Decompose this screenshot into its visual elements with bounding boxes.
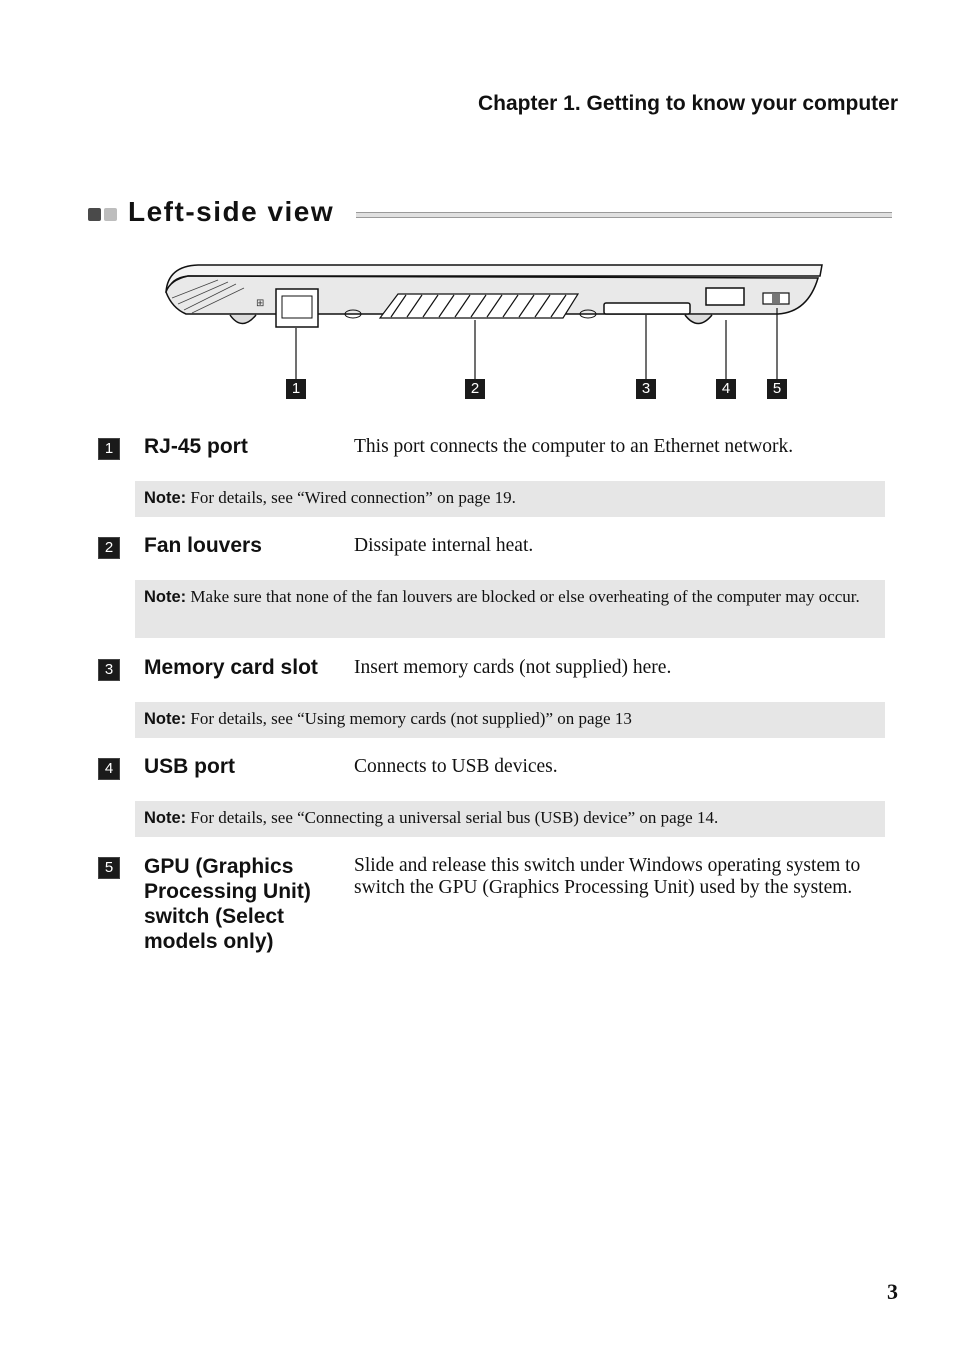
title-rule: [356, 212, 892, 218]
item-name: RJ-45 port: [144, 435, 248, 458]
page-number: 3: [887, 1279, 898, 1304]
chapter-header: Chapter 1. Getting to know your computer: [477, 92, 898, 115]
note-text: Make sure that none of the fan louvers are blocked or else overheating of the computer may occur.: [190, 587, 860, 606]
item-number: 2: [98, 537, 120, 559]
section-title-row: [88, 196, 892, 232]
item-description: Slide and release this switch under Windows operating system to switch the GPU (Graphics Processing Unit) used by the system.: [354, 855, 861, 898]
note-text: For details, see “Using memory cards (not supplied)” on page 13: [190, 709, 632, 728]
item-description: Insert memory cards (not supplied) here.: [354, 657, 672, 678]
note-text: For details, see “Wired connection” on page 19.: [190, 488, 516, 507]
note-label: Note:: [144, 588, 187, 606]
note-label: Note:: [144, 809, 187, 827]
item-description: Connects to USB devices.: [354, 756, 558, 777]
item-name: Fan louvers: [144, 534, 262, 557]
item-name: GPU (Graphics Processing Unit) switch (Select models only): [144, 855, 311, 953]
title-squares-icon: [88, 208, 120, 226]
note-label: Note:: [144, 489, 187, 507]
note-box: [135, 801, 885, 837]
note-text: For details, see “Connecting a universal serial bus (USB) device” on page 14.: [190, 808, 719, 827]
item-number: 4: [98, 758, 120, 780]
item-number: 1: [98, 438, 120, 460]
item-description: Dissipate internal heat.: [354, 535, 534, 556]
item-name: USB port: [144, 755, 235, 778]
callout-2: 2: [465, 379, 485, 399]
svg-text:⊞: ⊞: [256, 298, 265, 309]
note-box: [135, 580, 885, 638]
item-name: Memory card slot: [144, 656, 318, 679]
callout-5: 5: [767, 379, 787, 399]
note-label: Note:: [144, 710, 187, 728]
item-number: 5: [98, 857, 120, 879]
callout-1: 1: [286, 379, 306, 399]
callout-4: 4: [716, 379, 736, 399]
item-number: 3: [98, 659, 120, 681]
section-title: Left-side view: [128, 196, 335, 227]
note-box: [135, 702, 885, 738]
callout-3: 3: [636, 379, 656, 399]
note-box: [135, 481, 885, 517]
laptop-left-side-diagram: [158, 258, 828, 413]
item-description: This port connects the computer to an Ethernet network.: [354, 436, 794, 457]
